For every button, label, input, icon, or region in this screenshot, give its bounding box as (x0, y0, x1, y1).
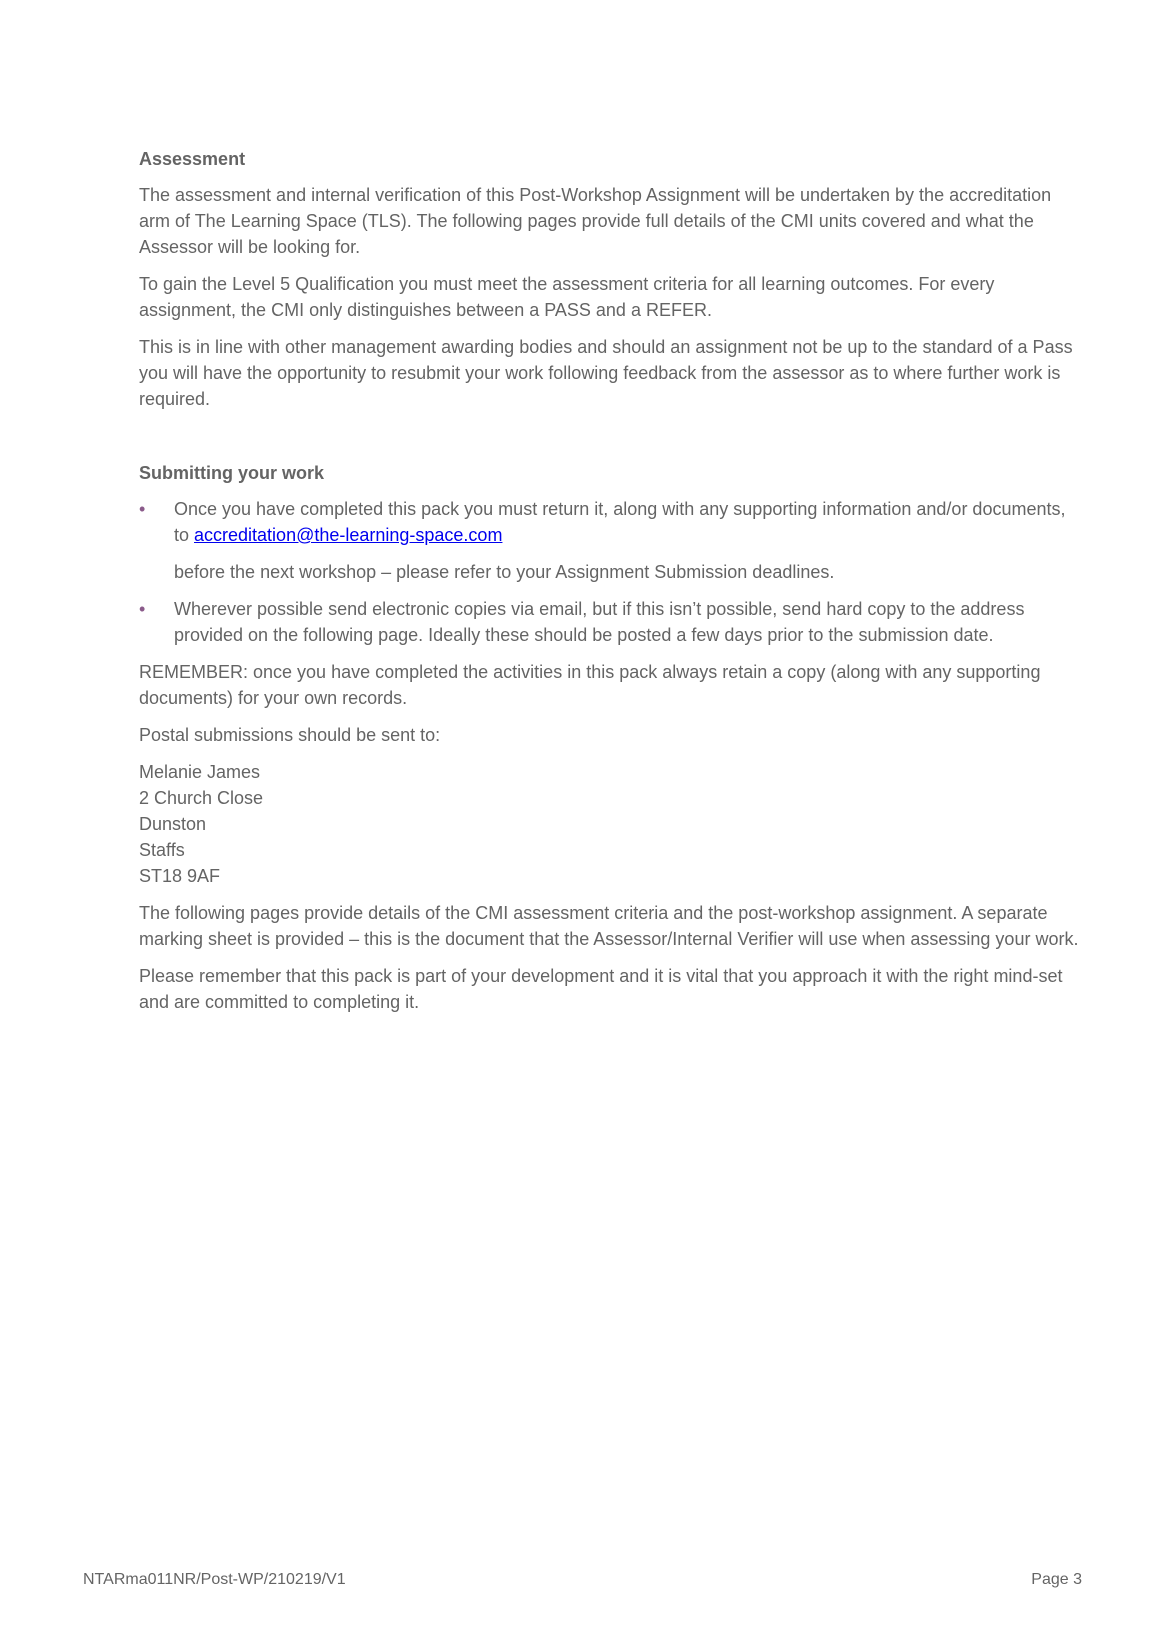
postal-intro: Postal submissions should be sent to: (139, 725, 441, 745)
address-line-town: Dunston (139, 814, 207, 834)
bullet-dot-icon: • (139, 499, 146, 519)
footer-doc-reference: NTARma011NR/Post-WP/210219/V1 (83, 1571, 346, 1588)
postal-address (139, 759, 1079, 889)
assessment-heading: Assessment (139, 149, 246, 169)
bullet-dot-icon: • (139, 599, 146, 619)
page-content (139, 146, 1079, 1026)
submission-bullet-list (139, 496, 1079, 548)
bullet-item-return-pack (139, 496, 1079, 548)
footer-page-number: Page 3 (1031, 1571, 1082, 1588)
following-pages-paragraph: The following pages provide details of the CMI assessment criteria and the post-workshop assignment. A separate marking sheet is provided – this is the document that the Assessor/Internal Verifier will use when assessing your work. (139, 903, 1079, 949)
submission-bullet-list-2 (139, 596, 1079, 648)
address-line-postcode: ST18 9AF (139, 866, 221, 886)
assessment-paragraph-1: The assessment and internal verification of this Post-Workshop Assignment will be undertaken by the accreditation arm of The Learning Space (TLS). The following pages provide full details of the CMI units covered and what the Assessor will be looking for. (139, 185, 1052, 257)
submitting-heading: Submitting your work (139, 463, 325, 483)
bullet-item-electronic-copies (139, 596, 1079, 648)
address-line-county: Staffs (139, 840, 185, 860)
bullet-1-followup: before the next workshop – please refer to your Assignment Submission deadlines. (174, 562, 835, 582)
closing-paragraph: Please remember that this pack is part of your development and it is vital that you approach it with the right mind-set and are committed to completing it. (139, 966, 1063, 1012)
address-line-name: Melanie James (139, 762, 261, 782)
accreditation-email-link[interactable]: accreditation@the-learning-space.com (194, 525, 503, 545)
assessment-paragraph-3: This is in line with other management awarding bodies and should an assignment not be up to the standard of a Pass you will have the opportunity to resubmit your work following feedback from the assessor as to where further work is required. (139, 337, 1073, 409)
bullet-2-text: Wherever possible send electronic copies via email, but if this isn’t possible, send hard copy to the address provided on the following page. Ideally these should be posted a few days prior to the submission date. (174, 599, 1025, 645)
remember-note: REMEMBER: once you have completed the activities in this pack always retain a copy (along with any supporting documents) for your own records. (139, 662, 1041, 708)
assessment-paragraph-2: To gain the Level 5 Qualification you must meet the assessment criteria for all learning outcomes. For every assignment, the CMI only distinguishes between a PASS and a REFER. (139, 274, 995, 320)
section-spacer (139, 423, 1079, 460)
address-line-street: 2 Church Close (139, 788, 264, 808)
bullet-1-text: Once you have completed this pack you must return it, along with any supporting information and/or documents, to (174, 499, 1066, 545)
